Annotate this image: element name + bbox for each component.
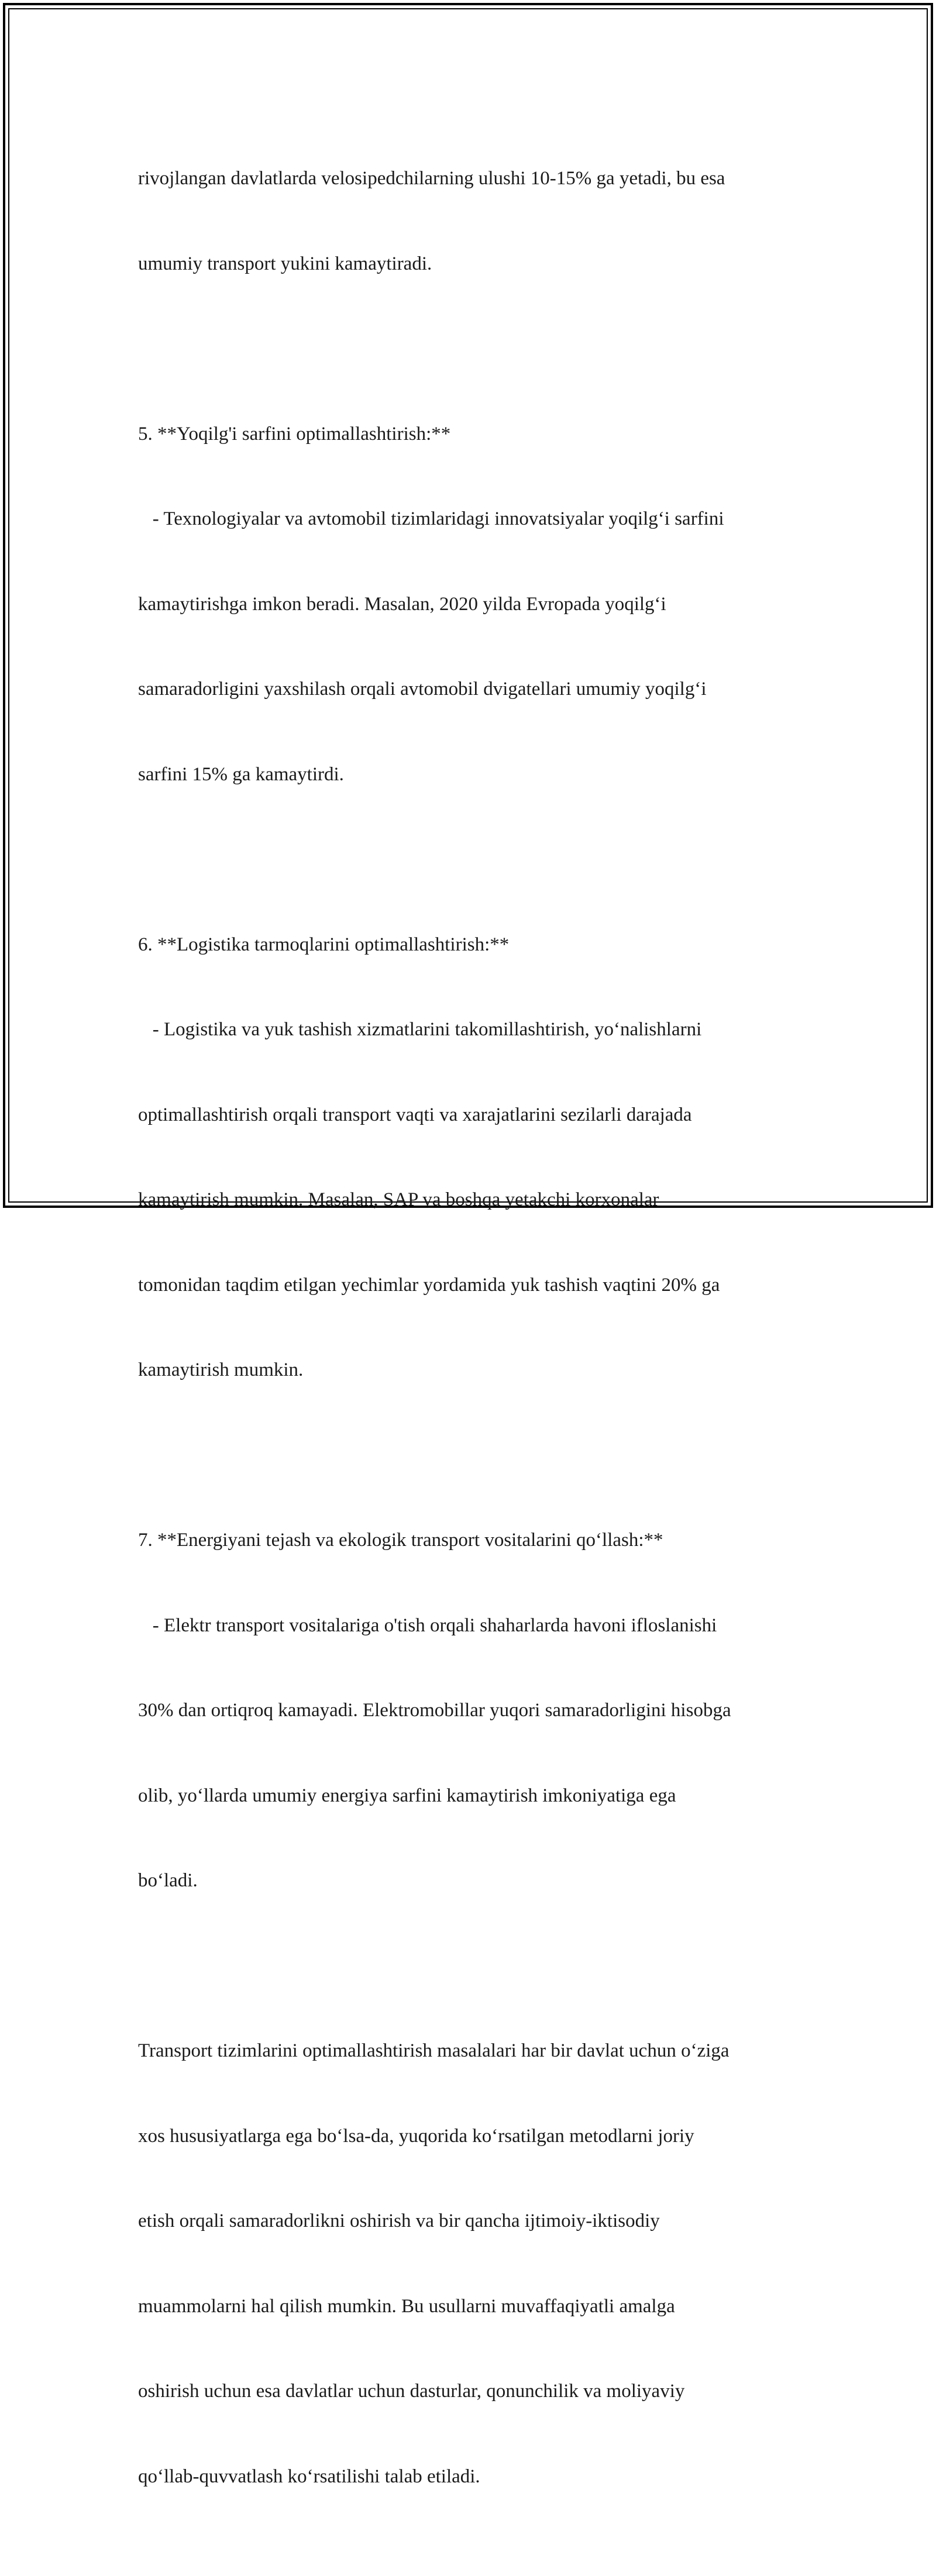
text-line: rivojlangan davlatlarda velosipedchilarning ulushi 10-15% ga yetadi, bu esa <box>138 168 725 189</box>
text-line: muammolarni hal qilish mumkin. Bu usullarni muvaffaqiyatli amalga <box>138 2295 675 2317</box>
text-line: tomonidan taqdim etilgan yechimlar yordamida yuk tashish vaqtini 20% ga <box>138 1274 720 1296</box>
text-line: kamaytirishga imkon beradi. Masalan, 2020 yilda Evropada yoqilg‘i <box>138 593 666 615</box>
section-heading: 5. **Yoqilg'i sarfini optimallashtirish:** <box>138 423 451 445</box>
section-heading: 7. **Energiyani tejash va ekologik transport vositalarini qo‘llash:** <box>138 1530 663 1551</box>
text-line: xos hususiyatlarga ega bo‘lsa-da, yuqorida ko‘rsatilgan metodlarni joriy <box>138 2125 694 2147</box>
text-line: sarfini 15% ga kamaytirdi. <box>138 763 344 785</box>
text-line: kamaytirish mumkin. <box>138 1359 304 1380</box>
section-heading: 6. **Logistika tarmoqlarini optimallashtirish:** <box>138 934 510 955</box>
text-line: Transport tizimlarini optimallashtirish masalalari har bir davlat uchun o‘ziga <box>138 2040 729 2061</box>
text-line: kamaytirish mumkin. Masalan, SAP va boshqa yetakchi korxonalar <box>138 1189 659 1210</box>
paragraph-fuel-optimization <box>138 363 805 846</box>
paragraph-cycling-share <box>138 108 805 335</box>
text-line: - Elektr transport vositalariga o'tish orqali shaharlarda havoni ifloslanishi <box>138 1614 717 1636</box>
paragraph-energy-saving <box>138 1469 805 1952</box>
text-line: olib, yo‘llarda umumiy energiya sarfini kamaytirish imkoniyatiga ega <box>138 1785 676 1806</box>
text-line: samaradorligini yaxshilash orqali avtomobil dvigatellari umumiy yoqilg‘i <box>138 679 707 700</box>
paragraph-conclusion <box>138 1980 805 2547</box>
text-line: umumiy transport yukini kamaytiradi. <box>138 253 432 274</box>
text-line: oshirish uchun esa davlatlar uchun dasturlar, qonunchilik va moliyaviy <box>138 2381 685 2402</box>
text-line: 30% dan ortiqroq kamayadi. Elektromobillar yuqori samaradorligini hisobga <box>138 1700 731 1721</box>
text-line: - Logistika va yuk tashish xizmatlarini takomillashtirish, yo‘nalishlarni <box>138 1019 702 1040</box>
text-line: - Texnologiyalar va avtomobil tizimlaridagi innovatsiyalar yoqilg‘i sarfini <box>138 508 724 529</box>
text-line: etish orqali samaradorlikni oshirish va bir qancha ijtimoiy-iktisodiy <box>138 2210 660 2231</box>
document-body <box>138 108 805 2576</box>
paragraph-logistics-optimization <box>138 874 805 1441</box>
text-line: optimallashtirish orqali transport vaqti va xarajatlarini sezilarli darajada <box>138 1104 692 1125</box>
text-line: qo‘llab-quvvatlash ko‘rsatilishi talab etiladi. <box>138 2465 480 2487</box>
text-line: bo‘ladi. <box>138 1870 198 1891</box>
